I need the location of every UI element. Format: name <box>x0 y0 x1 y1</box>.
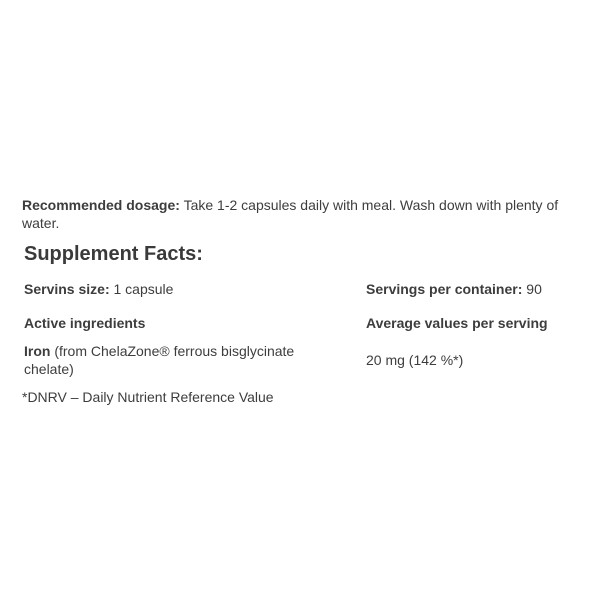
dosage-label: Recommended dosage: <box>22 197 180 213</box>
serving-size-label: Servins size: <box>24 281 110 297</box>
servings-per-container-value: 90 <box>522 281 542 297</box>
ingredient-detail: (from ChelaZone® ferrous bisglycinate chelate) <box>24 343 295 377</box>
ingredient-amount: 20 mg (142 %*) <box>366 352 464 368</box>
serving-size <box>24 280 324 298</box>
ingredient-name-cell <box>24 342 324 378</box>
servings-per-container <box>366 280 578 298</box>
serving-size-value: 1 capsule <box>109 281 174 297</box>
dosage-text: Take 1-2 capsules daily with meal. Wash down with plenty of water. <box>22 197 559 231</box>
average-values-header: Average values per serving <box>366 315 548 331</box>
active-ingredients-header: Active ingredients <box>24 315 146 331</box>
ingredient-name: Iron <box>24 343 51 359</box>
servings-per-container-label: Servings per container: <box>366 281 523 297</box>
dnrv-footnote: *DNRV – Daily Nutrient Reference Value <box>22 389 274 405</box>
recommended-dosage <box>22 196 578 232</box>
supplement-facts-title: Supplement Facts: <box>24 243 203 265</box>
supplement-info <box>22 196 578 405</box>
